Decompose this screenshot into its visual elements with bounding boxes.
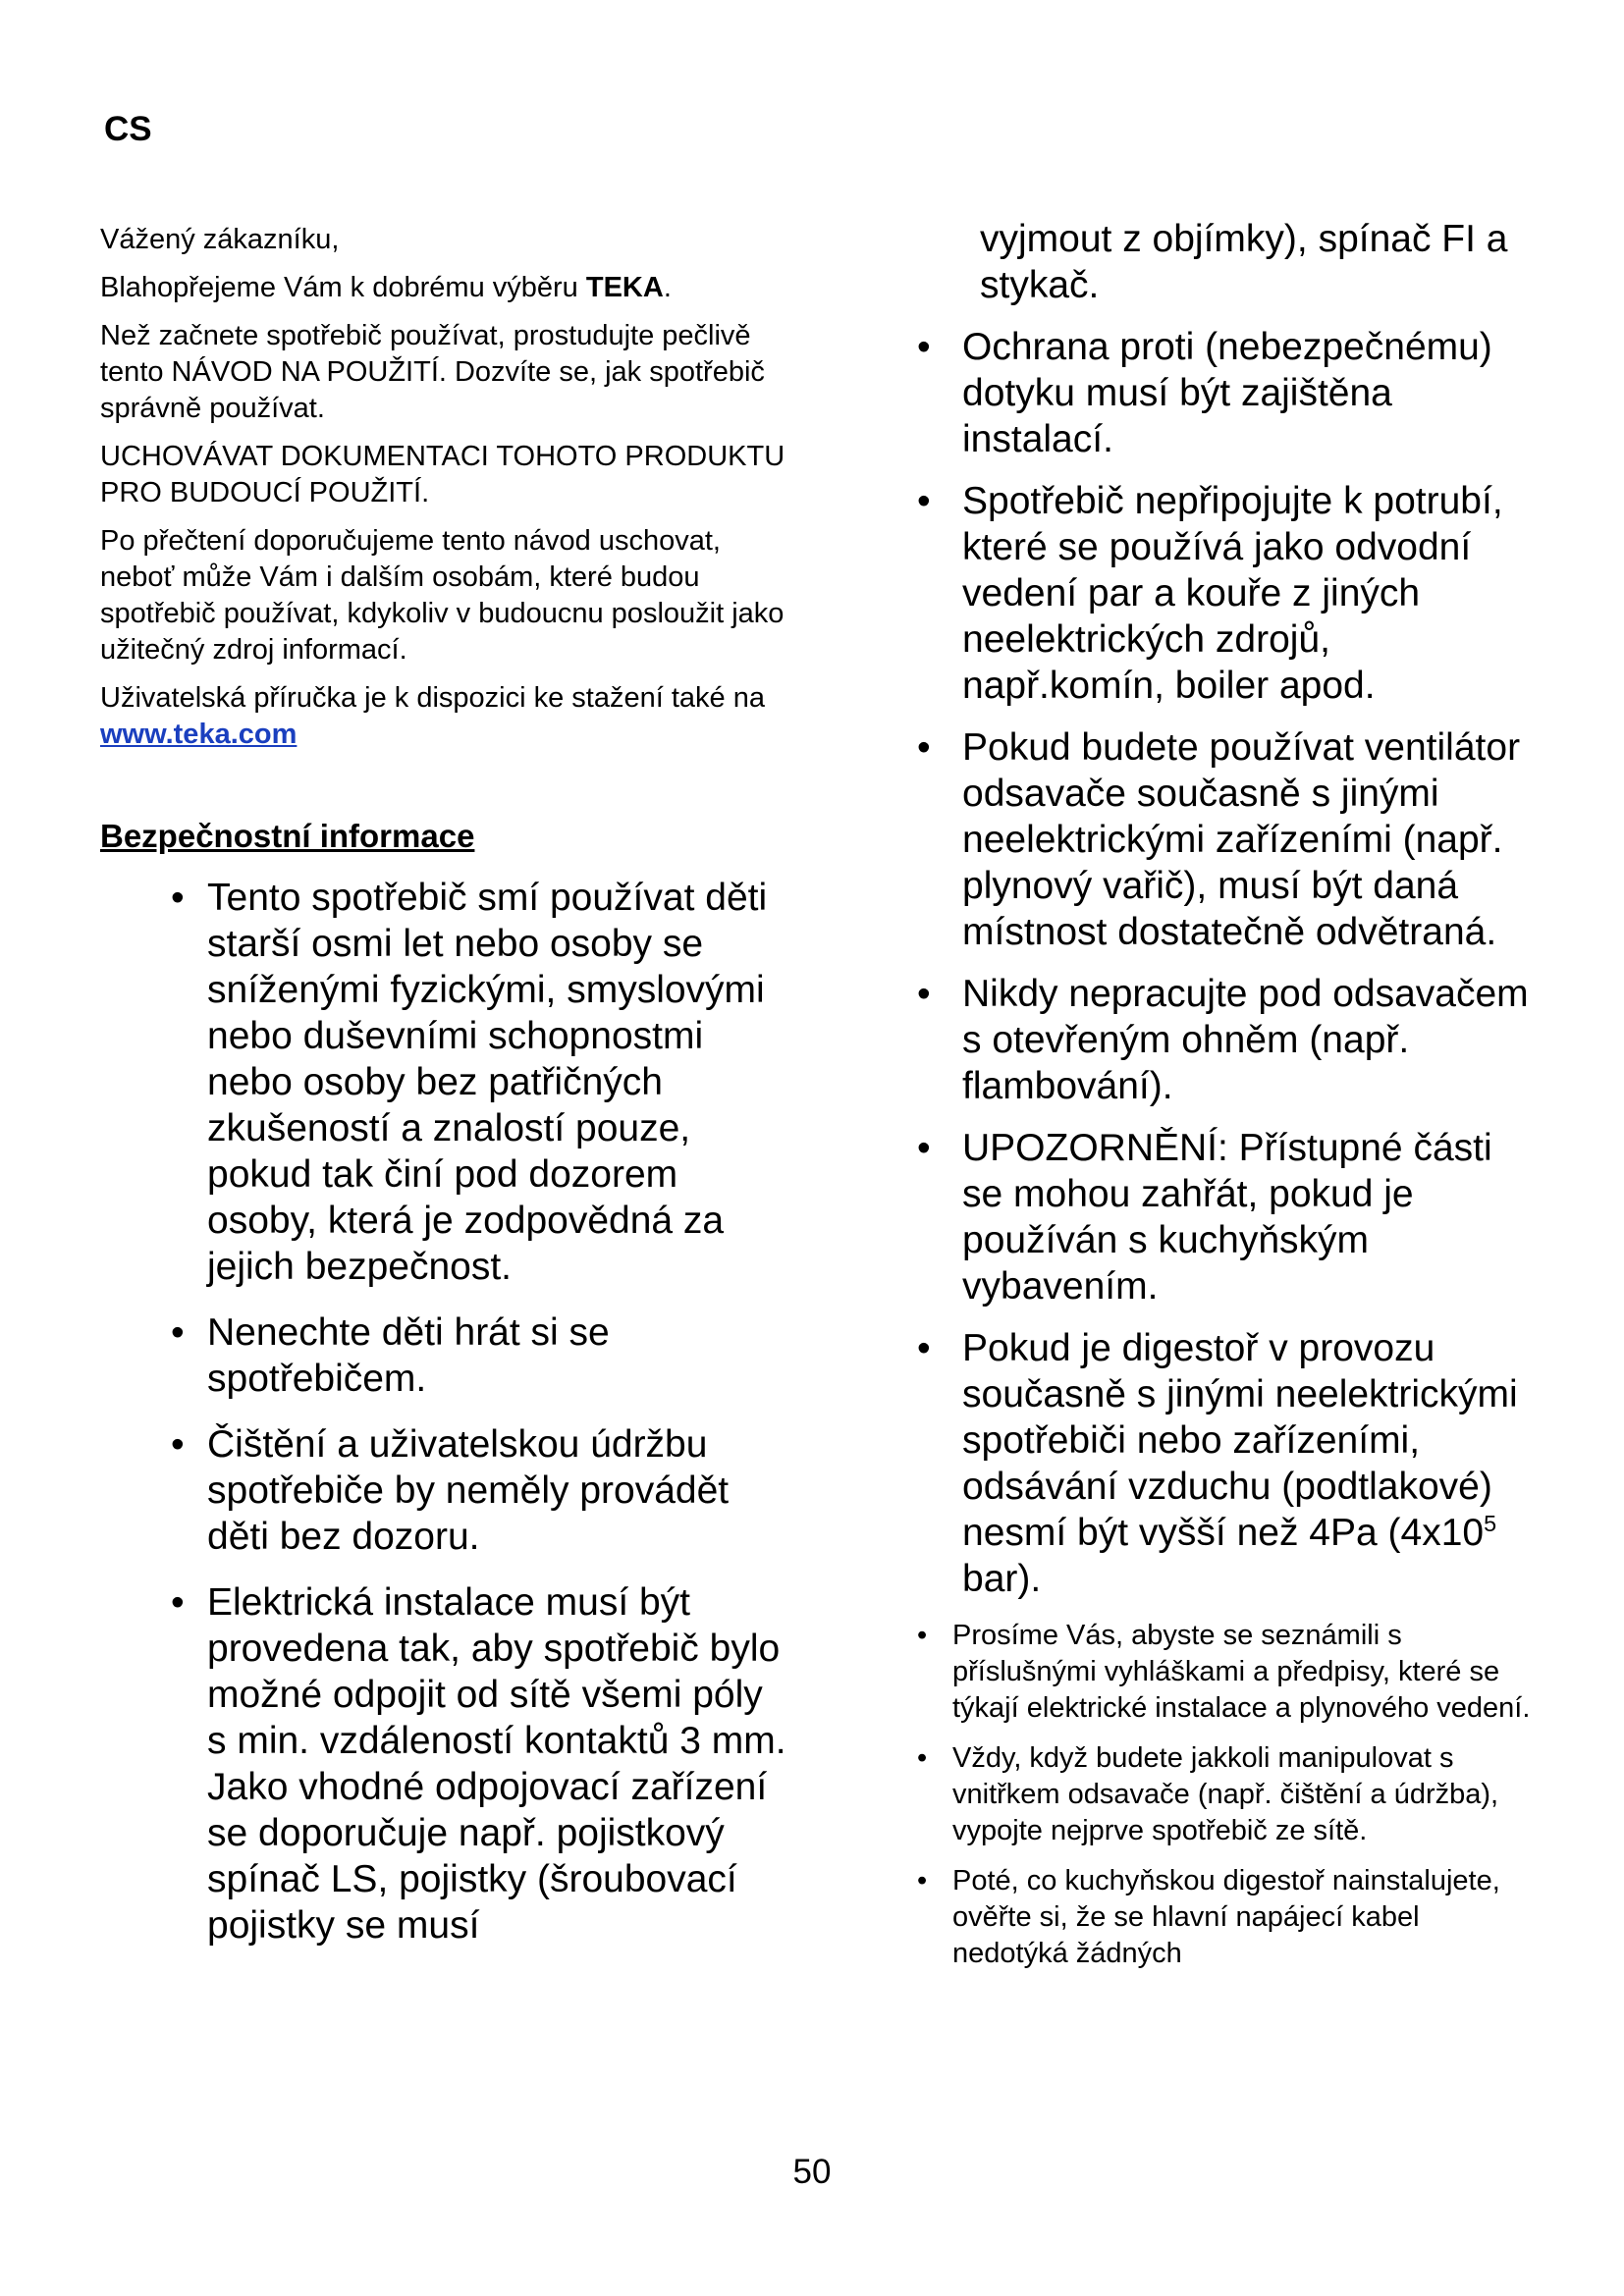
list-item: • Poté, co kuchyňskou digestoř nainstalujete, ověřte si, že se hlavní napájecí kabel nedotýká žádných — [917, 1865, 1500, 1969]
page-number: 50 — [792, 2153, 832, 2191]
list-item: • Vždy, když budete jakkoli manipulovat s vnitřkem odsavače (např. čištění a údržba), vypojte nejprve spotřebič ze sítě. — [917, 1742, 1499, 1846]
list-item: • Spotřebič nepřipojujte k potrubí, které se používá jako odvodní vedení par a kouře z jiných neelektrických zdrojů, např.komín, boiler apod. — [917, 480, 1503, 707]
left-column — [100, 222, 787, 1968]
list-item — [911, 1325, 1540, 1602]
safety-list-right — [911, 324, 1540, 1972]
bullet-icon: • — [917, 326, 931, 368]
bullet-icon: • — [917, 1127, 931, 1169]
pressure-item: Pokud je digestoř v provozu současně s jinými neelektrickými spotřebiči nebo zařízeními, odsávání vzduchu (podtlakové) nesmí být vyšší než 4Pa ($4x10^5$ bar). — [962, 1327, 1518, 1600]
bullet-icon: • — [171, 877, 185, 919]
congratulations — [100, 270, 787, 306]
list-item: • UPOZORNĚNÍ: Přístupné části se mohou zahřát, pokud je používán s kuchyňským vybavením. — [917, 1127, 1492, 1308]
bullet-icon: • — [917, 1620, 928, 1651]
list-item: • Prosíme Vás, abyste se seznámili s příslušnými vyhláškami a předpisy, které se týkají elektrické instalace a plynového vedení. — [917, 1620, 1531, 1724]
bullet-icon: • — [917, 973, 931, 1015]
brand-name: TEKA — [585, 272, 664, 303]
bullet-icon: • — [917, 480, 931, 522]
list-item: • Ochrana proti (nebezpečnému) dotyku musí být zajištěna instalací. — [917, 326, 1492, 460]
website-link[interactable]: www.teka.com — [100, 719, 298, 750]
bullet-icon: • — [917, 726, 931, 769]
list-item: • Elektrická instalace musí být provedena tak, aby spotřebič bylo možné odpojit od sítě všemi póly s min. vzdáleností kontaktů 3 mm. Jako vhodné odpojovací zařízení se doporučuje např. pojistkový spínač LS, pojistky (šroubovací pojistky se musí — [171, 1581, 786, 1947]
exponent: 5 — [1484, 1511, 1497, 1536]
safety-heading: Bezpečnostní informace — [100, 818, 475, 854]
language-code: CS — [104, 110, 152, 148]
right-column — [911, 216, 1540, 1986]
download-prefix: Uživatelská příručka je k dispozici ke stažení také na — [100, 682, 765, 714]
continued-text: vyjmout z objímky), spínač FI a stykač. — [980, 218, 1508, 306]
after-reading-paragraph: Po přečtení doporučujeme tento návod uschovat, neboť může Vám i dalším osobám, které budou spotřebič používat, kdykoliv v budoucnu posloužit jako užitečný zdroj informací. — [100, 525, 785, 666]
list-item: • Čištění a uživatelskou údržbu spotřebiče by neměly provádět děti bez dozoru. — [171, 1423, 730, 1558]
keep-docs-paragraph: UCHOVÁVAT DOKUMENTACI TOHOTO PRODUKTU PRO BUDOUCÍ POUŽITÍ. — [100, 441, 785, 508]
list-item: • Tento spotřebič smí používat děti starší osmi let nebo osoby se sníženými fyzickými, smyslovými nebo duševními schopnostmi nebo osoby bez patřičných zkušeností a znalostí pouze, pokud tak činí pod dozorem osoby, která je zodpovědná za jejich bezpečnost. — [171, 877, 768, 1288]
bullet-icon: • — [917, 1327, 931, 1369]
list-item: • Nikdy nepracujte pod odsavačem s otevřeným ohněm (např. flambování). — [917, 973, 1529, 1107]
bullet-icon: • — [917, 1742, 928, 1774]
bullet-icon: • — [171, 1311, 185, 1354]
congrats-prefix: Blahopřejeme Vám k dobrému výběru — [100, 272, 586, 303]
bullet-icon: • — [171, 1581, 185, 1624]
greeting: Vážený zákazníku, — [100, 224, 340, 255]
bullet-icon: • — [917, 1865, 928, 1896]
instructions-paragraph: Než začnete spotřebič používat, prostudujte pečlivě tento NÁVOD NA POUŽITÍ. Dozvíte se, jak spotřebič správně používat. — [100, 320, 765, 424]
list-item: • Pokud budete používat ventilátor odsavače současně s jinými neelektrickými zařízeními (např. plynový vařič), musí být daná místnost dostatečně odvětraná. — [917, 726, 1521, 953]
congrats-suffix: . — [663, 272, 672, 303]
download-paragraph — [100, 680, 787, 753]
safety-list-left — [165, 875, 787, 1949]
bullet-icon: • — [171, 1423, 185, 1466]
list-item: • Nenechte děti hrát si se spotřebičem. — [171, 1311, 610, 1400]
